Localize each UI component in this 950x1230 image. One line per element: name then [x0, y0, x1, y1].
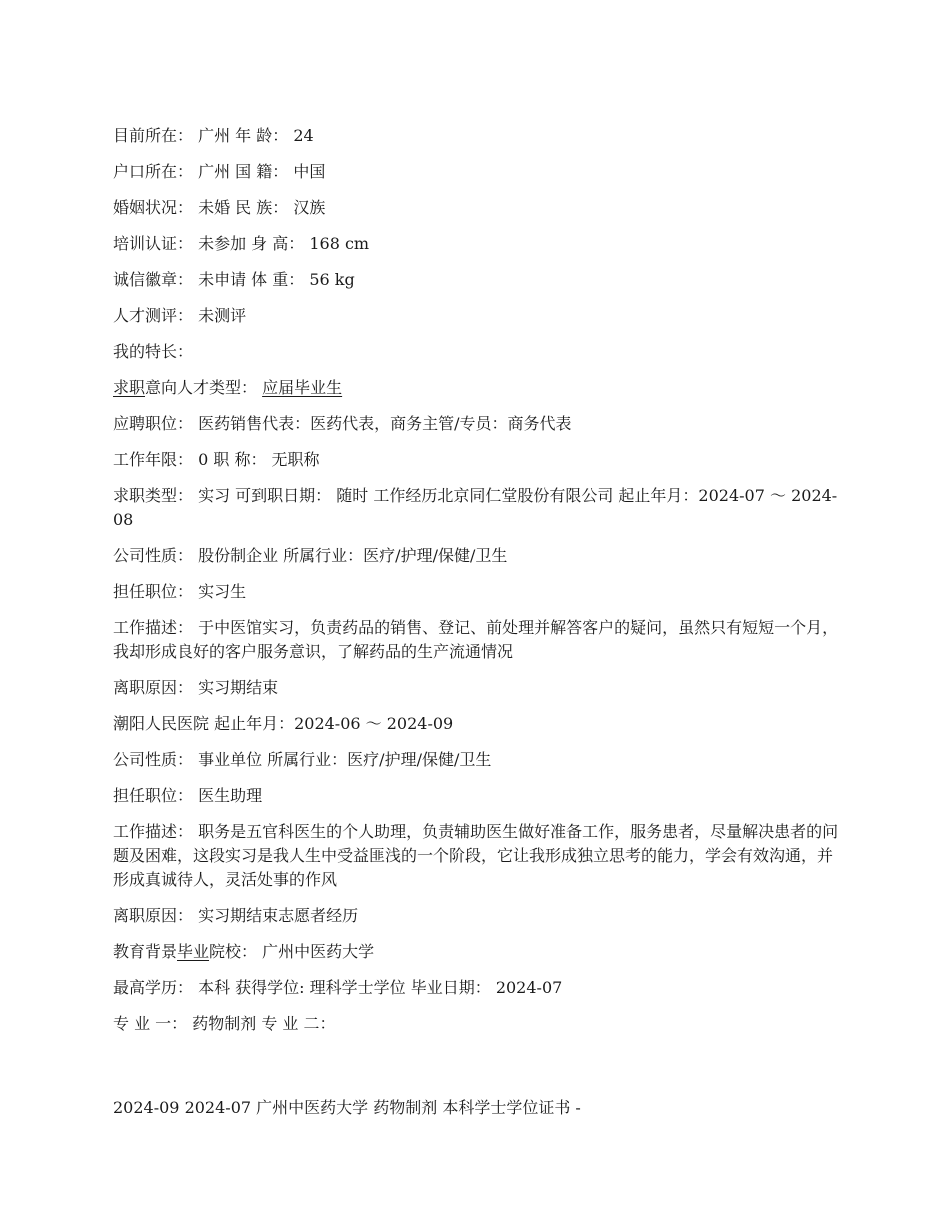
- talent-type-line: [113, 376, 843, 400]
- location-age-line: 目前所在： 广州 年 龄： 24: [113, 126, 314, 145]
- major-line: 专 业 一： 药物制剂 专 业 二：: [113, 1014, 336, 1033]
- company-nature-line-1: 公司性质： 股份制企业 所属行业：医疗/护理/保健/卫生: [113, 546, 508, 565]
- job-type-line: 求职类型： 实习 可到职日期： 随时 工作经历北京同仁堂股份有限公司 起止年月：2024-07 ～ 2024-08: [113, 486, 838, 529]
- job-seeking-link[interactable]: 求职: [113, 378, 146, 397]
- graduate-link[interactable]: 毕业: [177, 942, 210, 961]
- leave-reason-line-1: 离职原因： 实习期结束: [113, 678, 279, 697]
- education-school-line: [113, 940, 843, 964]
- job-title-line-2: 担任职位： 医生助理: [113, 786, 263, 805]
- school-text: 院校： 广州中医药大学: [209, 942, 375, 961]
- marital-ethnicity-line: 婚姻状况： 未婚 民 族： 汉族: [113, 198, 326, 217]
- talent-type-label: 意向人才类型：: [145, 378, 263, 397]
- hukou-nationality-line: 户口所在： 广州 国 籍： 中国: [113, 162, 326, 181]
- job-description-line-1: 工作描述： 于中医馆实习，负责药品的销售、登记、前处理并解答客户的疑问，虽然只有短短一个月，我却形成良好的客户服务意识，了解药品的生产流通情况: [113, 618, 839, 661]
- education-label: 教育背景: [113, 942, 178, 961]
- company-nature-line-2: 公司性质： 事业单位 所属行业：医疗/护理/保健/卫生: [113, 750, 492, 769]
- job-title-line-1: 担任职位： 实习生: [113, 582, 247, 601]
- resume-document: [113, 124, 843, 1132]
- specialty-line: 我的特长：: [113, 342, 194, 361]
- position-line: 应聘职位： 医药销售代表：医药代表，商务主管/专员：商务代表: [113, 414, 572, 433]
- job-description-line-2: 工作描述： 职务是五官科医生的个人助理，负责辅助医生做好准备工作，服务患者，尽量解决患者的问题及困难，这段实习是我人生中受益匪浅的一个阶段，它让我形成独立思考的能力，学会有效沟通，并形成真诚待人，灵活处事的作风: [113, 822, 839, 889]
- assessment-line: 人才测评： 未测评: [113, 306, 247, 325]
- degree-line: 最高学历： 本科 获得学位: 理科学士学位 毕业日期： 2024-07: [113, 978, 563, 997]
- badge-weight-line: 诚信徽章： 未申请 体 重： 56 kg: [113, 270, 355, 289]
- work-years-line: 工作年限： 0 职 称： 无职称: [113, 450, 320, 469]
- spacer: [113, 1048, 843, 1096]
- fresh-graduate-link[interactable]: 应届毕业生: [262, 378, 343, 397]
- company-line-2: 潮阳人民医院 起止年月：2024-06 ～ 2024-09: [113, 714, 454, 733]
- leave-reason-line-2: 离职原因： 实习期结束志愿者经历: [113, 906, 359, 925]
- training-height-line: 培训认证： 未参加 身 高： 168 cm: [113, 234, 370, 253]
- education-summary-line: 2024-09 2024-07 广州中医药大学 药物制剂 本科学士学位证书 -: [113, 1098, 581, 1117]
